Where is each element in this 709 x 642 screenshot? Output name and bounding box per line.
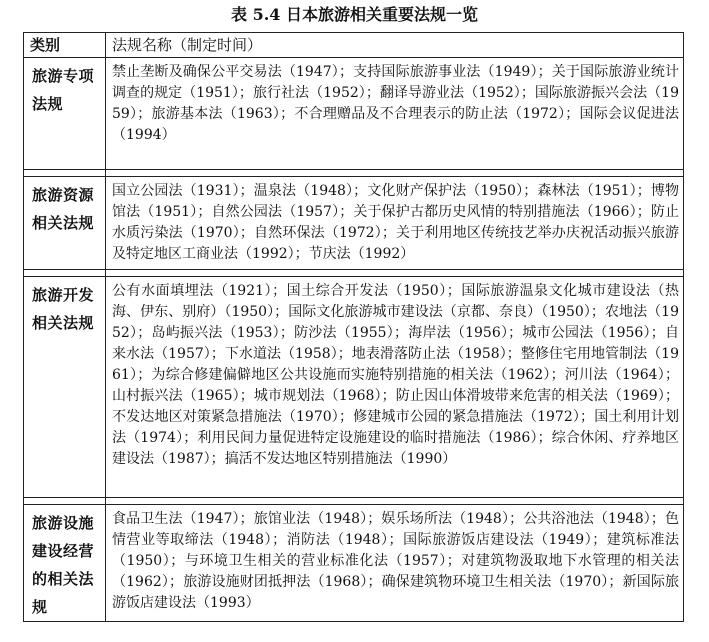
table-header-row [24,33,684,58]
table-caption: 表 5.4 日本旅游相关重要法规一览 [231,5,478,24]
laws-table [23,32,684,622]
table-row [24,58,684,170]
table-row [24,177,684,270]
row-category: 旅游资源相关法规 [24,177,106,270]
row-category: 旅游专项法规 [24,58,106,170]
row-category: 旅游设施建设经营的相关法规 [24,505,106,622]
row-category: 旅游开发相关法规 [24,277,106,498]
row-laws: 禁止垄断及确保公平交易法（1947）；支持国际旅游事业法（1949）；关于国际旅游业统计调查的规定（1951）；旅行社法（1952）；翻译导游业法（1952）；国际旅游振兴会法（1959）；旅游基本法（1963）；不合理赠品及不合理表示的防止法（1972）；国际会议促进法（1994） [106,58,684,170]
row-laws: 国立公园法（1931）；温泉法（1948）；文化财产保护法（1950）；森林法（1951）；博物馆法（1951）；自然公园法（1957）；关于保护古都历史风情的特别措施法（1966）；防止水质污染法（1970）；自然环保法（1972）；关于利用地区传统技艺举办庆祝活动振兴旅游及特定地区工商业法（1992）；节庆法（1992） [106,177,684,270]
row-laws: 公有水面填埋法（1921）；国土综合开发法（1950）；国际旅游温泉文化城市建设法（热海、伊东、别府）（1950）；国际文化旅游城市建设法（京都、奈良）（1950）；农地法（1952）；岛屿振兴法（1953）；防沙法（1955）；海岸法（1956）；城市公园法（1956）；自来水法（1957）；下水道法（1958）；地表滑落防止法（1958）；整修住宅用地管制法（1961）；为综合修建偏僻地区公共设施而实施特别措施的相关法（1962）；河川法（1964）；山村振兴法（1965）；城市规划法（1968）；防止因山体滑坡带来危害的相关法（1969）；不发达地区对策紧急措施法（1970）；修建城市公园的紧急措施法（1972）；国土利用计划法（1974）；利用民间力量促进特定设施建设的临时措施法（1986）；综合休闲、疗养地区建设法（1987）；搞活不发达地区特别措施法（1990） [106,277,684,498]
table-row [24,505,684,622]
header-category: 类别 [24,33,106,58]
table-row [24,277,684,498]
row-laws: 食品卫生法（1947）；旅馆业法（1948）；娱乐场所法（1948）；公共浴池法（1948）；色情营业等取缔法（1948）；消防法（1948）；国际旅游饭店建设法（1949）；建筑标准法（1950）；与环境卫生相关的营业标准化法（1957）；对建筑物汲取地下水管理的相关法（1962）；旅游设施财团抵押法（1968）；确保建筑物环境卫生相关法（1970）；新国际旅游饭店建设法（1993） [106,505,684,622]
header-laws: 法规名称（制定时间） [106,33,684,58]
